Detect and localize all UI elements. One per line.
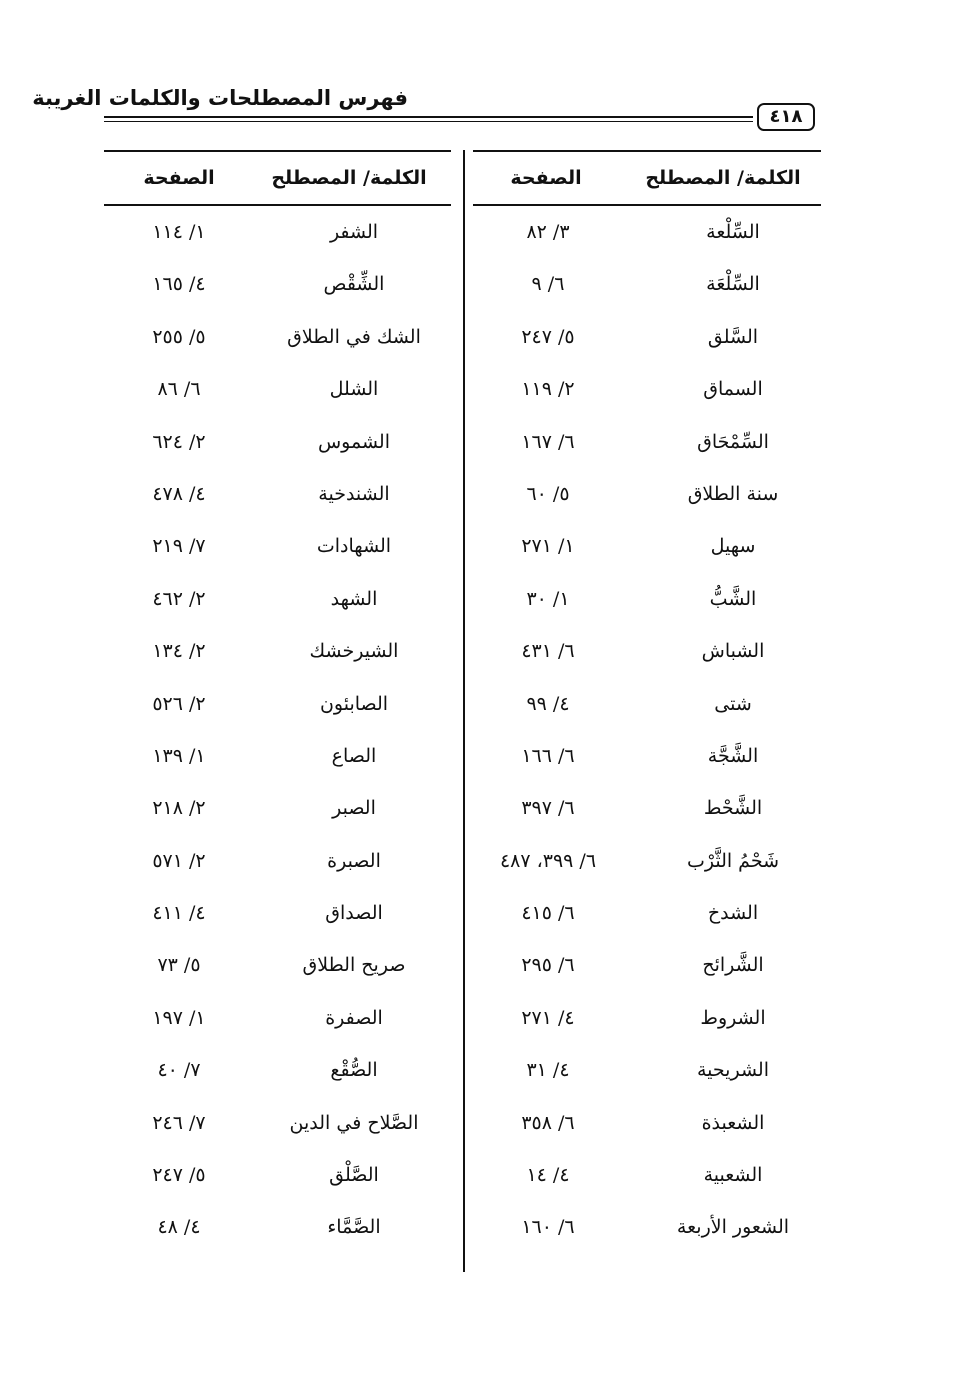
index-term: الشلل [329,378,379,401]
index-page-ref: ١/ ١٩٧ [152,1006,206,1029]
index-entry [473,835,821,887]
index-term: السِّلْعَة [706,273,760,296]
index-term: السَّلق [707,325,759,348]
index-term: السماق [703,378,763,401]
index-page-ref: ٤/ ٤٧٨ [152,482,206,505]
index-entry [473,573,821,625]
index-term: الصُّقْع [330,1059,378,1082]
index-page-ref: ٦/ ١٦٧ [521,430,575,453]
index-term: الصَّمَّاء [327,1216,381,1239]
index-term: الشَّحْط [703,797,763,820]
index-entry [473,992,821,1044]
index-term: الصابئون [319,692,389,715]
index-page-ref: ٤/ ٤١١ [152,902,206,925]
index-term: الشَّرائح [702,954,764,977]
index-term: الشندخية [318,482,390,505]
index-entry [473,258,821,310]
index-page-ref: ٧/ ٤٠ [157,1059,201,1082]
index-term: الشَّبُّ [709,587,757,610]
index-term: الشهد [330,587,378,610]
index-entry [104,468,451,520]
index-page-ref: ٤/ ٤٨ [157,1216,201,1239]
column-header-page: الصفحة [510,167,582,189]
index-page-ref: ٤/ ١٦٥ [152,273,206,296]
index-page-ref: ٦/ ٩ [531,273,565,296]
index-term: الشِّقْص [323,273,385,296]
index-page-ref: ٧/ ٢١٩ [152,535,206,558]
index-term: الشموس [317,430,390,453]
index-entry [104,835,451,887]
index-term: الشعبذة [701,1111,765,1134]
column-header-term: الكلمة/ المصطلح [271,167,427,189]
header-rule [104,116,753,118]
index-page-ref: ٥/ ٢٤٧ [521,325,575,348]
index-term: الصداق [325,902,383,925]
index-entry [104,363,451,415]
index-page-ref: ١/ ١١٤ [152,221,206,243]
index-page-ref: ٢/ ٥٢٦ [152,692,206,715]
index-term: الصفرة [325,1006,383,1029]
index-rows [473,206,821,1254]
column-header [104,150,451,206]
index-entry [104,520,451,572]
index-entry [104,992,451,1044]
index-entry [473,1097,821,1149]
index-entry [473,887,821,939]
index-page-ref: ٦/ ٣٩٧ [521,797,575,820]
index-table-left [104,150,451,1254]
index-entry [104,311,451,363]
index-term: السِّمْحَاق [697,430,769,453]
index-entry [473,311,821,363]
index-entry [473,1044,821,1096]
index-entry [473,468,821,520]
index-entry [473,730,821,782]
index-page-ref: ٥/ ٧٣ [157,954,201,977]
index-term: سهيل [710,535,756,558]
index-page-ref: ٥/ ٢٤٧ [152,1164,206,1187]
index-page-ref: ٢/ ٤٦٢ [152,587,206,610]
index-term: السِّلْعة [706,221,760,243]
index-term: الشيرخشك [309,640,399,663]
index-term: الشعبية [703,1164,763,1187]
index-entry [104,1149,451,1201]
index-term: الصاع [331,744,377,767]
index-entry [473,520,821,572]
index-page-ref: ٣/ ٨٢ [526,221,570,243]
index-page-ref: ٦/ ١٦٠ [521,1216,575,1239]
index-entry [104,416,451,468]
index-page-ref: ٦/ ٨٦ [157,378,201,401]
index-entry [104,939,451,991]
index-entry [104,730,451,782]
index-page-ref: ٦/ ٤١٥ [521,902,575,925]
index-entry [473,678,821,730]
index-term: الشدخ [707,902,759,925]
index-term: الشهادات [316,535,392,558]
index-term: الشَّجَّة [707,744,759,767]
index-page-ref: ٢/ ١٣٤ [152,640,206,663]
index-page-ref: ٦/ ١٦٦ [521,744,575,767]
index-page-ref: ٤/ ٢٧١ [521,1006,575,1029]
index-entry [104,782,451,834]
index-entry [473,206,821,258]
index-term: الشباش [701,640,765,663]
index-term: الشريحية [697,1059,769,1082]
index-entry [473,625,821,677]
index-term: الشروط [700,1006,766,1029]
index-entry [473,782,821,834]
index-term: الصبرة [327,849,381,872]
index-page-ref: ٢/ ١١٩ [521,378,575,401]
index-term: الشعور الأربعة [676,1216,790,1239]
index-page-ref: ٢/ ٦٢٤ [152,430,206,453]
index-page-ref: ٤/ ٩٩ [526,692,570,715]
header-rule-thin [104,121,753,122]
index-page-ref: ٤/ ١٤ [526,1164,570,1187]
index-page-ref: ٥/ ٦٠ [526,482,570,505]
index-entry [104,887,451,939]
index-entry [104,1097,451,1149]
index-page-ref: ١/ ٢٧١ [521,535,575,558]
index-term: صريح الطلاق [302,954,406,977]
index-term: الشك في الطلاق [287,325,421,348]
index-entry [473,416,821,468]
index-page-ref: ٢/ ٥٧١ [152,849,206,872]
index-entry [473,1201,821,1253]
index-entry [104,678,451,730]
index-entry [104,206,451,258]
column-header [473,150,821,206]
page-number: ٤١٨ [757,103,815,131]
index-page-ref: ٦/ ٣٥٨ [521,1111,575,1134]
index-page-ref: ٦/ ٣٩٩، ٤٨٧ [499,849,597,872]
index-page-ref: ٥/ ٢٥٥ [152,325,206,348]
index-page-ref: ١/ ١٣٩ [152,744,206,767]
index-entry [104,258,451,310]
index-term: سنة الطلاق [687,482,779,505]
index-term: شتى [714,692,752,715]
page-title: فهرس المصطلحات والكلمات الغريبة [32,86,408,110]
index-page-ref: ٤/ ٣١ [526,1059,570,1082]
index-term: الشفر [329,221,379,243]
index-term: الصَّلاح في الدين [289,1111,419,1134]
index-rows [104,206,451,1254]
index-entry [104,573,451,625]
index-page-ref: ٦/ ٢٩٥ [521,954,575,977]
index-term: شَحْمُ الثَّرْب [686,849,780,872]
index-entry [104,1201,451,1253]
index-page-ref: ٦/ ٤٣١ [521,640,575,663]
index-table-right [473,150,821,1254]
index-page-ref: ١/ ٣٠ [526,587,570,610]
index-term: الصبر [332,797,376,820]
column-header-page: الصفحة [143,167,215,189]
index-entry [473,363,821,415]
index-entry [104,1044,451,1096]
index-term: الصَّلْق [329,1164,379,1187]
index-entry [473,939,821,991]
index-page-ref: ٧/ ٢٤٦ [152,1111,206,1134]
column-header-term: الكلمة/ المصطلح [645,167,801,189]
index-page-ref: ٢/ ٢١٨ [152,797,206,820]
index-entry [473,1149,821,1201]
index-entry [104,625,451,677]
